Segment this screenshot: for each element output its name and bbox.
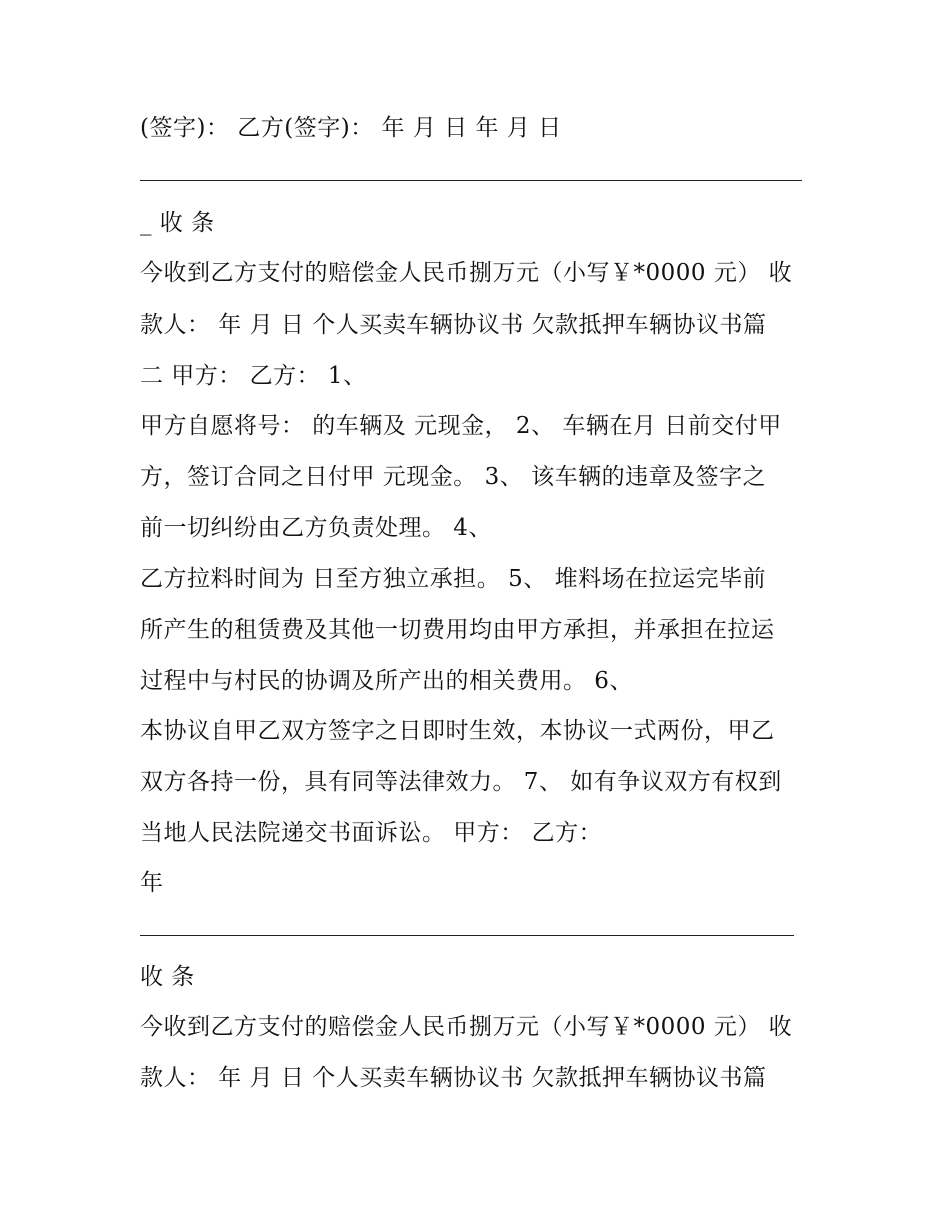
- text-line: 过程中与村民的协调及所产出的相关费用。 6、: [140, 668, 633, 694]
- text-line: 方，签订合同之日付甲 元现金。 3、 该车辆的违章及签字之: [140, 464, 767, 490]
- text-line: 前一切纠纷由乙方负责处理。 4、: [140, 515, 492, 541]
- text-line: 二 甲方： 乙方： 1、: [140, 363, 367, 389]
- text-line: 双方各持一份，具有同等法律效力。 7、 如有争议双方有权到: [140, 769, 782, 795]
- text-line: 今收到乙方支付的赔偿金人民币捌万元（小写￥*0000 元） 收: [140, 260, 793, 286]
- text-line: 当地人民法院递交书面诉讼。 甲方： 乙方：: [140, 820, 603, 846]
- text-line: 甲方自愿将号： 的车辆及 元现金， 2、 车辆在月 日前交付甲: [140, 413, 782, 439]
- text-line: 款人： 年 月 日 个人买卖车辆协议书 欠款抵押车辆协议书篇: [140, 312, 767, 338]
- text-line: 本协议自甲乙双方签字之日即时生效，本协议一式两份，甲乙: [140, 718, 775, 744]
- signature-line: (签字)： 乙方(签字)： 年 月 日 年 月 日: [140, 115, 562, 141]
- text-line: 所产生的租赁费及其他一切费用均由甲方承担，并承担在拉运: [140, 617, 775, 643]
- text-line: 年: [140, 870, 164, 896]
- text-line: 今收到乙方支付的赔偿金人民币捌万元（小写￥*0000 元） 收: [140, 1014, 793, 1040]
- receipt-heading: 收 条: [140, 964, 195, 990]
- separator-rule: [140, 935, 794, 936]
- text-line: 乙方拉料时间为 日至方独立承担。 5、 堆料场在拉运完毕前: [140, 566, 767, 592]
- separator-rule: [140, 180, 802, 181]
- receipt-heading: _ 收 条: [140, 210, 215, 236]
- text-line: 款人： 年 月 日 个人买卖车辆协议书 欠款抵押车辆协议书篇: [140, 1065, 767, 1091]
